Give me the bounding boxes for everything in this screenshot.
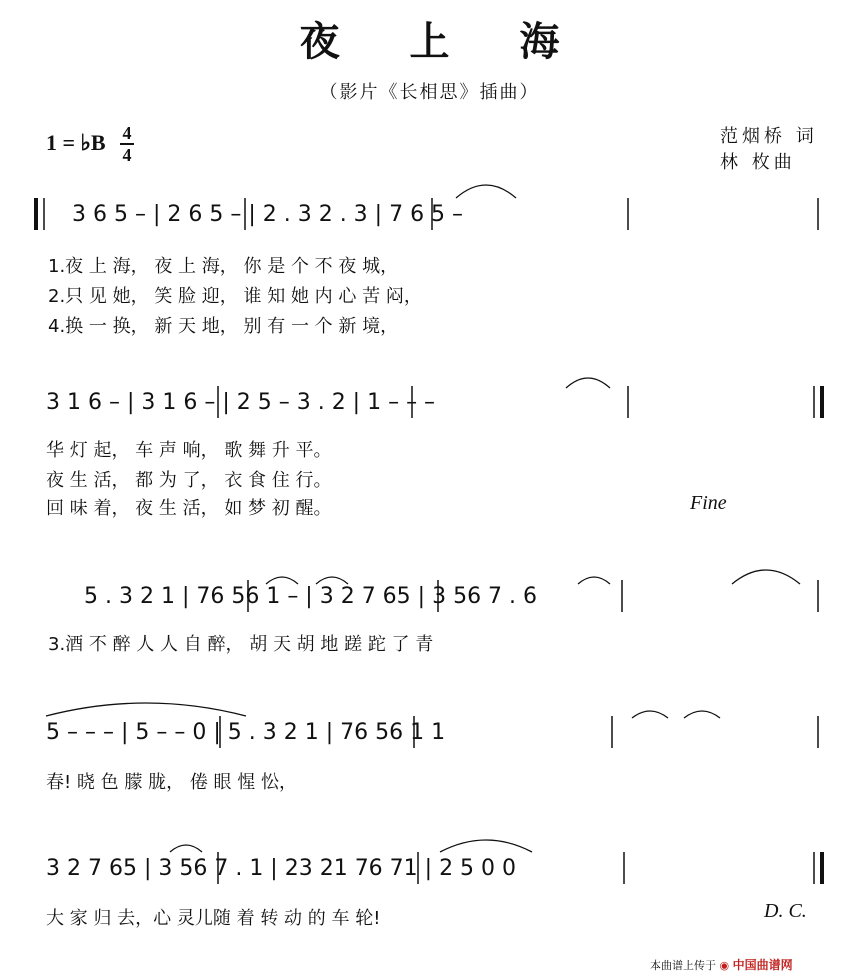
subtitle: （影片《长相思》插曲） bbox=[319, 82, 540, 103]
row1-lyric-3: 4.换 一 换， 新 天 地， 别 有 一 个 新 境， bbox=[48, 316, 399, 337]
fine-mark: Fine bbox=[690, 492, 727, 514]
time-bottom: 4 bbox=[122, 145, 132, 165]
composer-credit: 林 枚曲 bbox=[720, 152, 796, 173]
row2-notes: 3 1 6 – | 3 1 6 – | 2 5 – 3 . 2 | 1 – – – bbox=[46, 390, 436, 415]
row2-lyric-2: 夜 生 活， 都 为 了， 衣 食 住 行。 bbox=[46, 470, 332, 491]
page-title: 夜 上 海 bbox=[299, 18, 588, 65]
dc-mark: D. C. bbox=[764, 900, 807, 922]
row1-lyric-2: 2.只 见 她， 笑 脸 迎， 谁 知 她 内 心 苦 闷， bbox=[48, 286, 422, 307]
row2-lyric-1: 华 灯 起， 车 声 响， 歌 舞 升 平。 bbox=[46, 440, 332, 461]
row3-lyric-1: 3.酒 不 醉 人 人 自 醉， 胡 天 胡 地 蹉 跎 了 青 bbox=[48, 634, 434, 655]
row5-lyric-1: 大 家 归 去，心 灵儿随 着 转 动 的 车 轮! bbox=[46, 908, 381, 929]
footer-watermark bbox=[650, 956, 793, 973]
row2-lyric-3: 回 味 着， 夜 生 活， 如 梦 初 醒。 bbox=[46, 498, 332, 519]
row1-lyric-1: 1.夜 上 海， 夜 上 海， 你 是 个 不 夜 城， bbox=[48, 256, 399, 277]
row1-notes: 3 6 5 – | 2 6 5 – | 2 . 3 2 . 3 | 7 6 5 – bbox=[72, 202, 464, 227]
row4-lyric-1: 春! 晓 色 朦 胧， 倦 眼 惺 忪， bbox=[46, 772, 297, 793]
key-signature: 1 = ♭B bbox=[46, 130, 106, 155]
lyricist-credit: 范烟桥 词 bbox=[720, 126, 818, 147]
upload-text: 本曲谱上传于 bbox=[650, 959, 716, 972]
time-top: 4 bbox=[122, 123, 132, 143]
row4-notes: 5 – – – | 5 – – 0 | 5 . 3 2 1 | 76 56 1 1 bbox=[46, 720, 446, 745]
row3-notes: 5 . 3 2 1 | 76 56 1 – | 3 2 7 65 | 3 56 7 . 6 bbox=[84, 584, 538, 609]
brand-name: 中国曲谱网 bbox=[732, 958, 793, 972]
brand-logo-icon: ◉ bbox=[719, 959, 730, 972]
row5-notes: 3 2 7 65 | 3 56 7 . 1 | 23 21 76 71 | 2 5 0 0 bbox=[46, 856, 517, 881]
